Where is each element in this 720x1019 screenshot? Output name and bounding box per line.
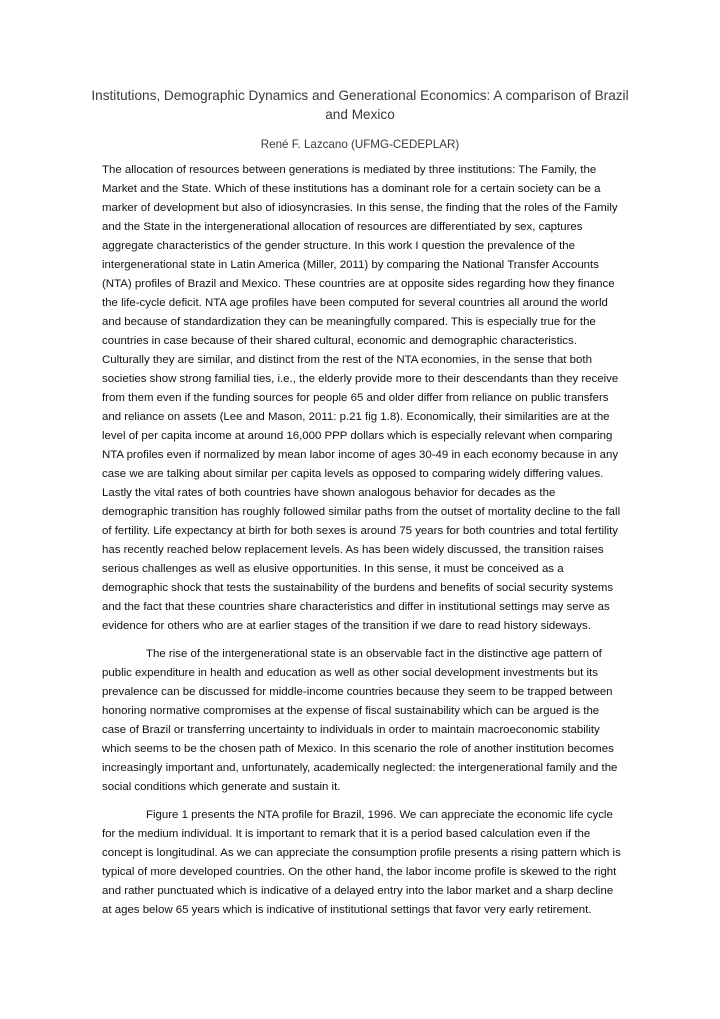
body-text xyxy=(102,161,622,920)
paragraph-1: The allocation of resources between generations is mediated by three institutions: The Family, the Market and the State. Which of these institutions has a dominant role for a certain society can be a marker of development but also of idiosyncrasies. In this sense, the finding that the roles of the Family and the State in the intergenerational allocation of resources are differentiated by sex, captures aggregate characteristics of the gender structure. In this work I question the prevalence of the intergenerational state in Latin America (Miller, 2011) by comparing the National Transfer Accounts (NTA) profiles of Brazil and Mexico. These countries are at opposite sides regarding how they finance the life-cycle deficit. NTA age profiles have been computed for several countries all around the world and because of standardization they can be meaningfully compared. This is especially true for the countries in case because of their shared cultural, economic and demographic characteristics. Culturally they are similar, and distinct from the rest of the NTA economies, in the sense that both societies show strong familial ties, i.e., the elderly provide more to their descendants than they receive from them even if the funding sources for people 65 and older differ from reliance on public transfers and reliance on assets (Lee and Mason, 2011: p.21 fig 1.8). Economically, their similarities are at the level of per capita income at around 16,000 PPP dollars which is especially relevant when comparing NTA profiles even if normalized by mean labor income of ages 30-49 in each economy because in any case we are talking about similar per capita levels as opposed to comparing widely differing values. Lastly the vital rates of both countries have shown analogous behavior for decades as the demographic transition has roughly followed similar paths from the outset of mortality decline to the fall of fertility. Life expectancy at birth for both sexes is around 75 years for both countries and total fertility has recently reached below replacement levels. As has been widely discussed, the transition raises serious challenges as well as elusive opportunities. In this sense, it must be conceived as a demographic shock that tests the sustainability of the burdens and benefits of social security systems and the fact that these countries share characteristics and differ in institutional settings may serve as evidence for others who are at earlier stages of the transition if we dare to read history sideways. xyxy=(102,164,621,632)
paragraph-3: Figure 1 presents the NTA profile for Brazil, 1996. We can appreciate the economic life cycle for the medium individual. It is important to remark that it is a period based calculation even if the concept is longitudinal. As we can appreciate the consumption profile presents a rising pattern which is typical of more developed countries. On the other hand, the labor income profile is skewed to the right and rather punctuated which is indicative of a delayed entry into the labor market and a sharp decline at ages below 65 years which is indicative of institutional settings that favor very early retirement. xyxy=(102,809,621,916)
author-line: René F. Lazcano (UFMG-CEDEPLAR) xyxy=(260,138,460,151)
paper-title: Institutions, Demographic Dynamics and Generational Economics: A comparison of Brazil and Mexico xyxy=(91,88,629,122)
paragraph-2: The rise of the intergenerational state is an observable fact in the distinctive age pattern of public expenditure in health and education as well as other social development investments but its prevalence can be discussed for middle-income countries because they seem to be trapped between honoring normative compromises at the expense of fiscal sustainability which can be argued is the case of Brazil or transferring uncertainty to individuals in order to maintain macroeconomic stability which seems to be the chosen path of Mexico. In this scenario the role of another institution becomes increasingly important and, unfortunately, academically neglected: the intergenerational family and the social conditions which generate and sustain it. xyxy=(102,648,618,793)
